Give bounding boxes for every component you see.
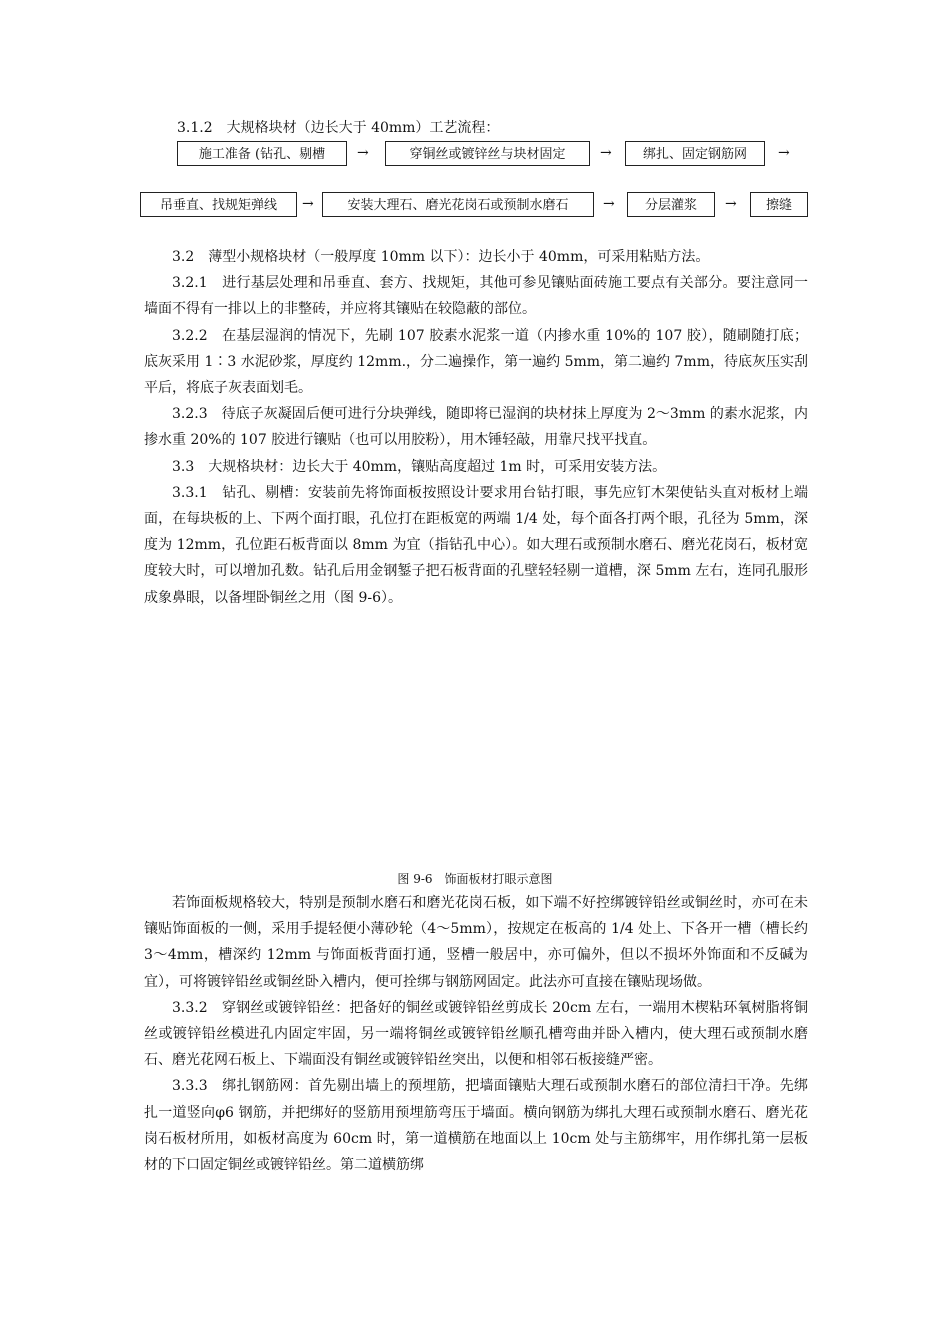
paragraph: 3.2.3 待底子灰凝固后便可进行分块弹线，随即将已湿润的块材抹上厚度为 2～3mm 的素水泥浆，内掺水重 20%的 107 胶进行镶贴（也可以用胶粉），用木锤轻敲，用靠尺找平找直。: [144, 406, 808, 449]
flow-step-rebar-mesh: 绑扎、固定钢筋网: [625, 141, 765, 166]
body-text-lower: [144, 890, 808, 1178]
paragraph: 3.2 薄型小规格块材（一般厚度 10mm 以下）：边长小于 40mm，可采用粘贴方法。: [172, 249, 710, 265]
flow-arrow: →: [357, 145, 369, 161]
flow-step-install-stone: 安装大理石、磨光花岗石或预制水磨石: [322, 192, 594, 217]
flow-arrow: →: [603, 196, 615, 212]
flow-title: 3.1.2 大规格块材（边长大于 40mm）工艺流程：: [177, 120, 500, 136]
flow-step-wire-fixing: 穿铜丝或镀锌丝与块材固定: [385, 141, 590, 166]
flow-arrow: →: [302, 196, 314, 212]
paragraph: 若饰面板规格较大，特别是预制水磨石和磨光花岗石板，如下端不好控绑镀锌铅丝或铜丝时，亦可在未镶贴饰面板的一侧，采用手提轻便小薄砂轮（4～5mm），按规定在板高的 1/4 处上、下各开一槽（槽长约 3～4mm，槽深约 12mm 与饰面板背面打通，竖槽一般居中，亦可偏外，但以不损坏外饰面和不反碱为宜），可将镀锌铅丝或铜丝卧入槽内，便可拴绑与钢筋网固定。此法亦可直接在镶贴现场做。: [144, 895, 808, 990]
flow-arrow: →: [725, 196, 737, 212]
body-text-upper: [144, 244, 808, 611]
flow-arrow: →: [778, 145, 790, 161]
figure-caption: 图 9-6 饰面板材打眼示意图: [397, 872, 553, 886]
paragraph: 3.2.1 进行基层处理和吊垂直、套方、找规矩，其他可参见镶贴面砖施工要点有关部分。要注意同一墙面不得有一排以上的非整砖，并应将其镶贴在较隐蔽的部位。: [144, 275, 808, 318]
paragraph: 3.3.1 钻孔、剔槽：安装前先将饰面板按照设计要求用台钻打眼，事先应钉木架使钻头直对板材上端面，在每块板的上、下两个面打眼，孔位打在距板宽的两端 1/4 处，每个面各打两个眼，孔径为 5mm，深度为 12mm，孔位距石板背面以 8mm 为宜（指钻孔中心）。如大理石或预制水磨石、磨光花岗石，板材宽度较大时，可以增加孔数。钻孔后用金钢錾子把石板背面的孔壁轻轻剔一道槽，深 5mm 左右，连同孔服形成象鼻眼，以备埋卧铜丝之用（图 9-6）。: [144, 484, 808, 606]
flow-step-joint-wiping: 擦缝: [750, 192, 808, 217]
paragraph: 3.3.3 绑扎钢筋网：首先剔出墙上的预埋筋，把墙面镶贴大理石或预制水磨石的部位清扫干净。先绑扎一道竖向φ6 钢筋，并把绑好的竖筋用预埋筋弯压于墙面。横向钢筋为绑扎大理石或预制水磨石、磨光花岗石板材所用，如板材高度为 60cm 时，第一道横筋在地面以上 10cm 处与主筋绑牢，用作绑扎第一层板材的下口固定铜丝或镀锌铅丝。第二道横筋绑: [144, 1078, 808, 1174]
paragraph: 3.3 大规格块材：边长大于 40mm，镶贴高度超过 1m 时，可采用安装方法。: [172, 458, 667, 475]
flow-step-grouting: 分层灌浆: [627, 192, 715, 217]
paragraph: 3.3.2 穿钢丝或镀锌铅丝：把备好的铜丝或镀锌铅丝剪成长 20cm 左右，一端用木楔粘环氧树脂将铜丝或镀锌铅丝模进孔内固定牢固，另一端将铜丝或镀锌铅丝顺孔槽弯曲并卧入槽内，使大理石或预制水磨石、磨光花网石板上、下端面没有铜丝或镀锌铅丝突出，以便和相邻石板接缝严密。: [144, 999, 808, 1069]
flow-step-preparation: 施工准备 (钻孔、剔槽: [177, 141, 347, 166]
figure-area: [144, 650, 808, 865]
flow-arrow: →: [600, 145, 612, 161]
paragraph: 3.2.2 在基层湿润的情况下，先刷 107 胶素水泥浆一道（内掺水重 10%的 107 胶），随刷随打底；底灰采用 1∶3 水泥砂浆，厚度约 12mm.，分二遍操作，第一遍约 5mm，第二遍约 7mm，待底灰压实刮平后，将底子灰表面划毛。: [144, 327, 808, 397]
flow-step-plumb-line: 吊垂直、找规矩弹线: [140, 192, 297, 217]
